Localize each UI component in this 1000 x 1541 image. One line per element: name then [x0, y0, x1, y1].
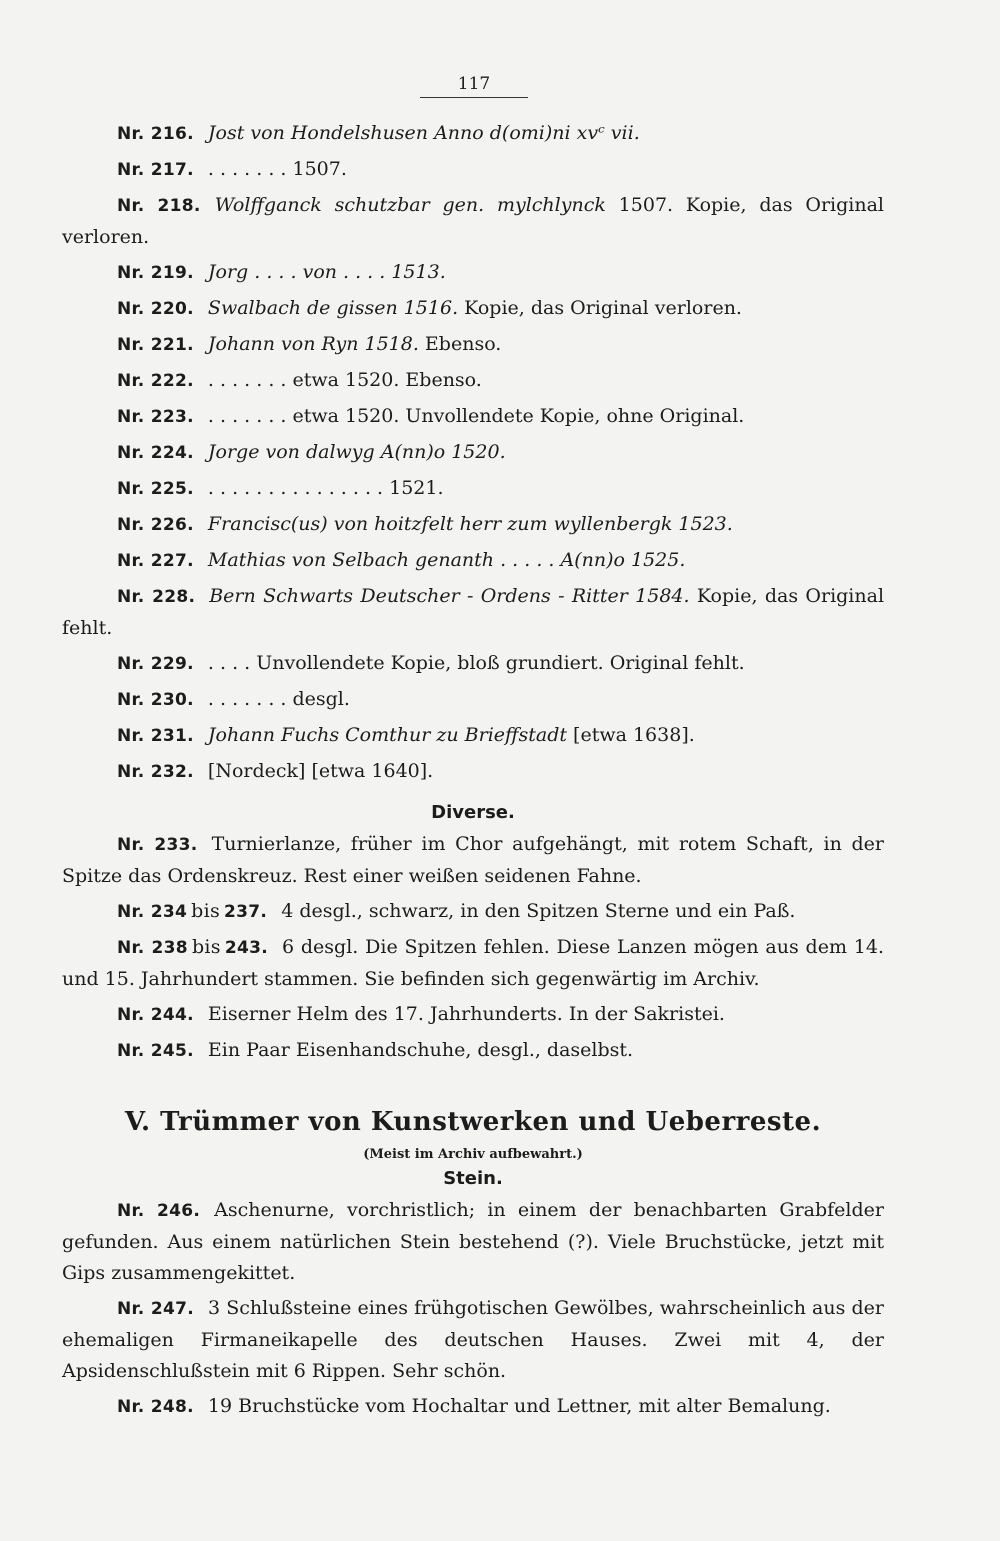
entry-text-italic: Bern Schwarts Deutscher - Ordens - Ritter 1584. — [209, 585, 690, 607]
entry-text: [etwa 1638]. — [567, 724, 695, 746]
entry-text: Eiserner Helm des 17. Jahrhunderts. In der Sakristei. — [207, 1003, 725, 1025]
entry-text: Ebenso. — [418, 333, 502, 355]
entry-244 — [62, 999, 884, 1031]
entry-text: 4 desgl., schwarz, in den Spitzen Sterne und ein Paß. — [281, 900, 796, 922]
entry-number: Nr. 225. — [117, 479, 194, 499]
entry-number: Nr. 231. — [117, 726, 194, 746]
entry-number: Nr. 228. — [117, 587, 196, 607]
entry-number: Nr. 248. — [117, 1397, 194, 1417]
entry-text: . . . . . . . . . . . . . . . 1521. — [207, 477, 444, 499]
entry-number: Nr. 233. — [117, 835, 198, 855]
section-subtitle: (Meist im Archiv aufbewahrt.) — [363, 1147, 583, 1162]
entry-number: Nr. 238 bis 243. — [117, 936, 268, 958]
entry-text: Francisc(us) von hoitzfelt herr zum wyllenbergk 1523. — [207, 513, 733, 535]
entry-text-italic: Swalbach de gissen 1516. — [207, 297, 459, 319]
entry-text: Mathias von Selbach genanth . . . . . A(nn)o 1525. — [207, 549, 686, 571]
entry-229 — [62, 648, 884, 680]
entry-225 — [62, 473, 884, 505]
entry-text: . . . . Unvollendete Kopie, bloß grundiert. Original fehlt. — [207, 652, 745, 674]
entry-text: Kopie, das Original verloren. — [458, 297, 742, 319]
entry-number: Nr. 224. — [117, 443, 194, 463]
heading-diverse: Diverse. — [431, 802, 515, 823]
entry-232 — [62, 756, 884, 788]
entry-text-italic: Wolffganck schutzbar gen. mylchlynck — [214, 194, 606, 216]
entry-number: Nr. 234 bis 237. — [117, 900, 268, 922]
entry-text: Kopie, das Original fehlt. — [62, 585, 885, 639]
entry-number: Nr. 227. — [117, 551, 194, 571]
entry-text: 6 desgl. Die Spitzen fehlen. Diese Lanzen mögen aus dem 14. und 15. Jahrhundert stammen. Sie befinden sich gegenwärtig im Archiv. — [62, 936, 884, 990]
entry-number: Nr. 221. — [117, 335, 194, 355]
entry-number: Nr. 244. — [117, 1005, 194, 1025]
entry-text: Turnierlanze, früher im Chor aufgehängt, mit rotem Schaft, in der Spitze das Ordenskreuz. Rest einer weißen seidenen Fahne. — [62, 833, 885, 887]
entry-216 — [62, 118, 884, 150]
entry-number: Nr. 226. — [117, 515, 194, 535]
entry-text-italic: Johann von Ryn 1518. — [207, 333, 419, 355]
entry-text: Jorg . . . . von . . . . 1513. — [207, 261, 446, 283]
entry-number: Nr. 223. — [117, 407, 194, 427]
entry-226 — [62, 509, 884, 541]
entry-number: Nr. 216. — [117, 124, 194, 144]
entry-218 — [62, 190, 884, 253]
entry-number: Nr. 245. — [117, 1041, 194, 1061]
entry-text: . . . . . . . desgl. — [207, 688, 350, 710]
entry-number: Nr. 246. — [117, 1201, 201, 1221]
entry-number: Nr. 222. — [117, 371, 194, 391]
entry-number: Nr. 247. — [117, 1299, 195, 1319]
entry-number: Nr. 218. — [117, 196, 201, 216]
entry-221 — [62, 329, 884, 361]
entry-222 — [62, 365, 884, 397]
entry-number: Nr. 229. — [117, 654, 194, 674]
entry-219 — [62, 257, 884, 289]
entry-245 — [62, 1035, 884, 1067]
heading-stein: Stein. — [443, 1168, 503, 1189]
entry-223 — [62, 401, 884, 433]
page-number: 117 — [420, 74, 528, 98]
entry-248 — [62, 1391, 884, 1423]
entry-text: . . . . . . . etwa 1520. Unvollendete Kopie, ohne Original. — [207, 405, 745, 427]
entry-number: Nr. 220. — [117, 299, 194, 319]
entry-number: Nr. 217. — [117, 160, 194, 180]
entry-text: 19 Bruchstücke vom Hochaltar und Lettner, mit alter Bemalung. — [207, 1395, 831, 1417]
entry-text: Ein Paar Eisenhandschuhe, desgl., daselbst. — [207, 1039, 634, 1061]
entry-number: Nr. 232. — [117, 762, 194, 782]
entry-247 — [62, 1293, 884, 1387]
entry-text: . . . . . . . etwa 1520. Ebenso. — [207, 369, 482, 391]
entry-text: [Nordeck] [etwa 1640]. — [207, 760, 434, 782]
entry-233 — [62, 829, 884, 892]
entry-text: Jost von Hondelshusen Anno d(omi)ni xvᶜ vii. — [207, 122, 640, 144]
entries-container — [62, 118, 884, 1427]
entry-number: Nr. 219. — [117, 263, 194, 283]
entry-text: 1507. Kopie, das Original verloren. — [62, 194, 884, 248]
entry-227 — [62, 545, 884, 577]
entry-text: . . . . . . . 1507. — [207, 158, 347, 180]
entry-220 — [62, 293, 884, 325]
entry-231 — [62, 720, 884, 752]
entry-246 — [62, 1195, 884, 1289]
entry-text: Jorge von dalwyg A(nn)o 1520. — [207, 441, 506, 463]
entry-224 — [62, 437, 884, 469]
entry-text: Aschenurne, vorchristlich; in einem der benachbarten Grabfelder gefunden. Aus einem natürlichen Stein bestehend (?). Viele Bruchstücke, jetzt mit Gips zusammengekittet. — [62, 1199, 884, 1284]
section-title: V. Trümmer von Kunstwerken und Ueberreste. — [124, 1107, 822, 1137]
entry-text: 3 Schlußsteine eines frühgotischen Gewölbes, wahrscheinlich aus der ehemaligen Firmaneikapelle des deutschen Hauses. Zwei mit 4, der Apsidenschlußstein mit 6 Rippen. Sehr schön. — [62, 1297, 884, 1382]
entry-228 — [62, 581, 884, 644]
entry-text-italic: Johann Fuchs Comthur zu Brieffstadt — [207, 724, 567, 746]
entry-number: Nr. 230. — [117, 690, 194, 710]
entry-238-243 — [62, 932, 884, 995]
entry-230 — [62, 684, 884, 716]
entry-217 — [62, 154, 884, 186]
entry-234-237 — [62, 896, 884, 928]
